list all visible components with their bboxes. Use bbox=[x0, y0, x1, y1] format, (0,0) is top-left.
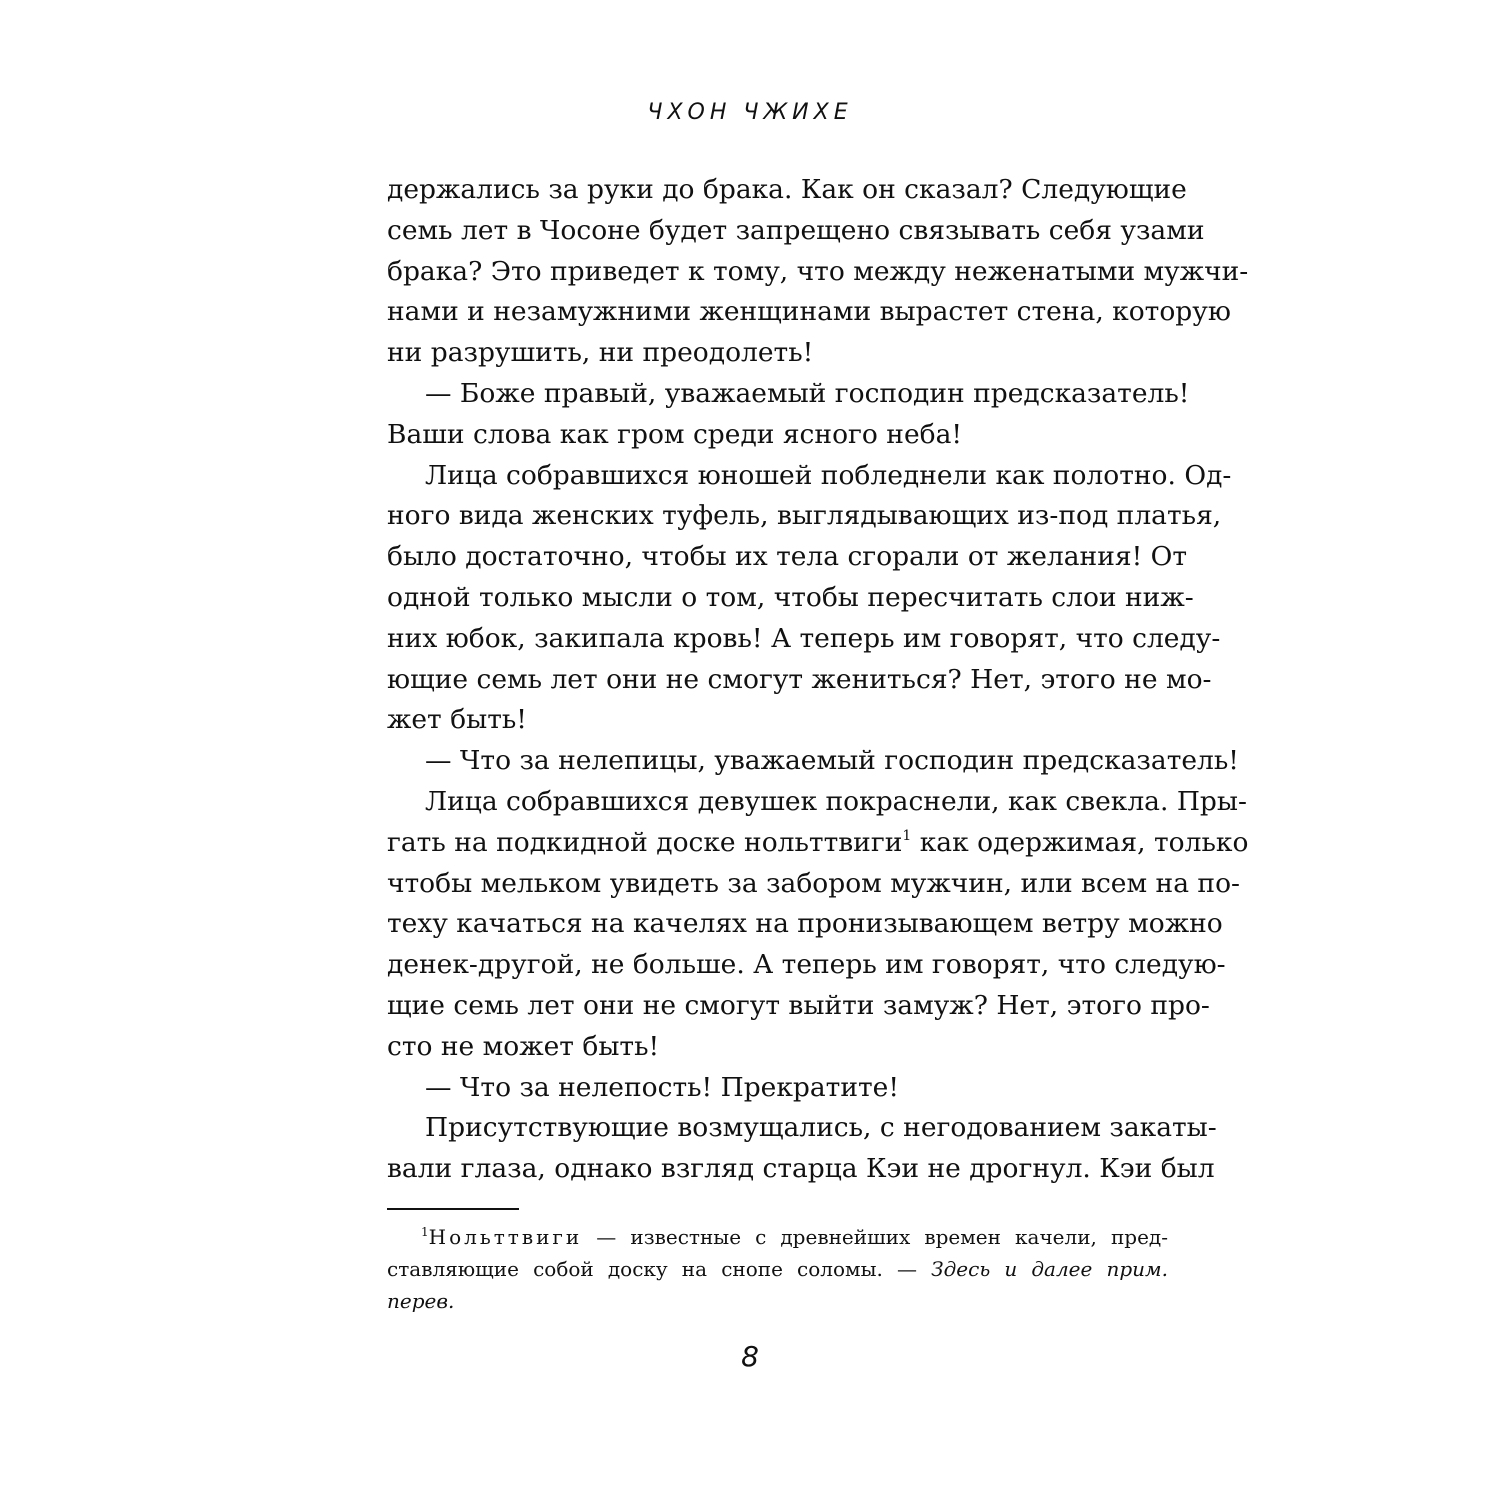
text-line: ного вида женских туфель, выглядывающих из-под платья, bbox=[387, 500, 1222, 532]
text-line: семь лет в Чосоне будет запрещено связывать себя узами bbox=[387, 214, 1205, 246]
text-line: щие семь лет они не смогут выйти замуж? Нет, этого про- bbox=[387, 989, 1210, 1021]
text-line: держались за руки до брака. Как он сказал? Следующие bbox=[387, 174, 1187, 205]
footnote-divider bbox=[387, 1208, 519, 1210]
text-segment: как одержимая, только bbox=[911, 826, 1249, 858]
text-line: — Боже правый, уважаемый господин предсказатель! bbox=[425, 377, 1190, 409]
text-line: вали глаза, однако взгляд старца Кэи не дрогнул. Кэи был bbox=[387, 1153, 1215, 1185]
text-line: сто не может быть! bbox=[387, 1030, 660, 1062]
text-line: них юбок, закипала кровь! А теперь им говорят, что следу- bbox=[387, 622, 1221, 654]
footnote-reference[interactable]: 1 bbox=[902, 827, 912, 844]
text-line: нами и незамужними женщинами вырастет стена, которую bbox=[387, 296, 1231, 328]
text-line: — Что за нелепость! Прекратите! bbox=[425, 1071, 899, 1103]
text-line: теху качаться на качелях на пронизывающем ветру можно bbox=[387, 908, 1223, 940]
text-line: брака? Это приведет к тому, что между неженатыми мужчи- bbox=[387, 255, 1249, 287]
text-line: ни разрушить, ни преодолеть! bbox=[387, 337, 814, 369]
text-line: жет быть! bbox=[387, 704, 527, 736]
text-line: денек-другой, не больше. А теперь им говорят, что следую- bbox=[387, 949, 1226, 981]
text-line: Лица собравшихся девушек покраснели, как свекла. Пры- bbox=[425, 785, 1247, 817]
text-line: Ваши слова как гром среди ясного неба! bbox=[387, 418, 963, 450]
text-line: чтобы мельком увидеть за забором мужчин, или всем на по- bbox=[387, 867, 1240, 899]
footnote-italic-note: Здесь и далее прим. bbox=[931, 1257, 1168, 1281]
text-segment: гать на подкидной доске нольттвиги bbox=[387, 826, 903, 858]
footnote-term: Нольттвиги bbox=[428, 1225, 583, 1249]
footnote-italic-note: перев. bbox=[387, 1289, 455, 1313]
main-text bbox=[387, 170, 1249, 1190]
footnote bbox=[387, 1221, 1168, 1317]
footnote-line bbox=[387, 1253, 1168, 1285]
text-line: одной только мысли о том, чтобы пересчитать слои ниж- bbox=[387, 581, 1194, 613]
page-number: 8 bbox=[741, 1340, 759, 1373]
text-line: было достаточно, чтобы их тела сгорали от желания! От bbox=[387, 541, 1188, 573]
footnote-text: — известные с древнейших времен качели, пред- bbox=[582, 1225, 1168, 1249]
text-line: ющие семь лет они не смогут жениться? Нет, этого не мо- bbox=[387, 663, 1212, 695]
text-line-with-footnote-ref bbox=[387, 823, 1249, 864]
text-line: — Что за нелепицы, уважаемый господин предсказатель! bbox=[425, 745, 1239, 777]
running-header: ЧХОН ЧЖИХЕ bbox=[647, 100, 853, 125]
footnote-line bbox=[387, 1285, 1168, 1317]
text-line: Лица собравшихся юношей побледнели как полотно. Од- bbox=[425, 459, 1232, 491]
footnote-line bbox=[387, 1221, 1168, 1253]
footnote-text: ставляющие собой доску на снопе соломы. — bbox=[387, 1257, 932, 1281]
text-line: Присутствующие возмущались, с негодованием закаты- bbox=[425, 1112, 1217, 1144]
footnote-marker: 1 bbox=[421, 1225, 429, 1239]
